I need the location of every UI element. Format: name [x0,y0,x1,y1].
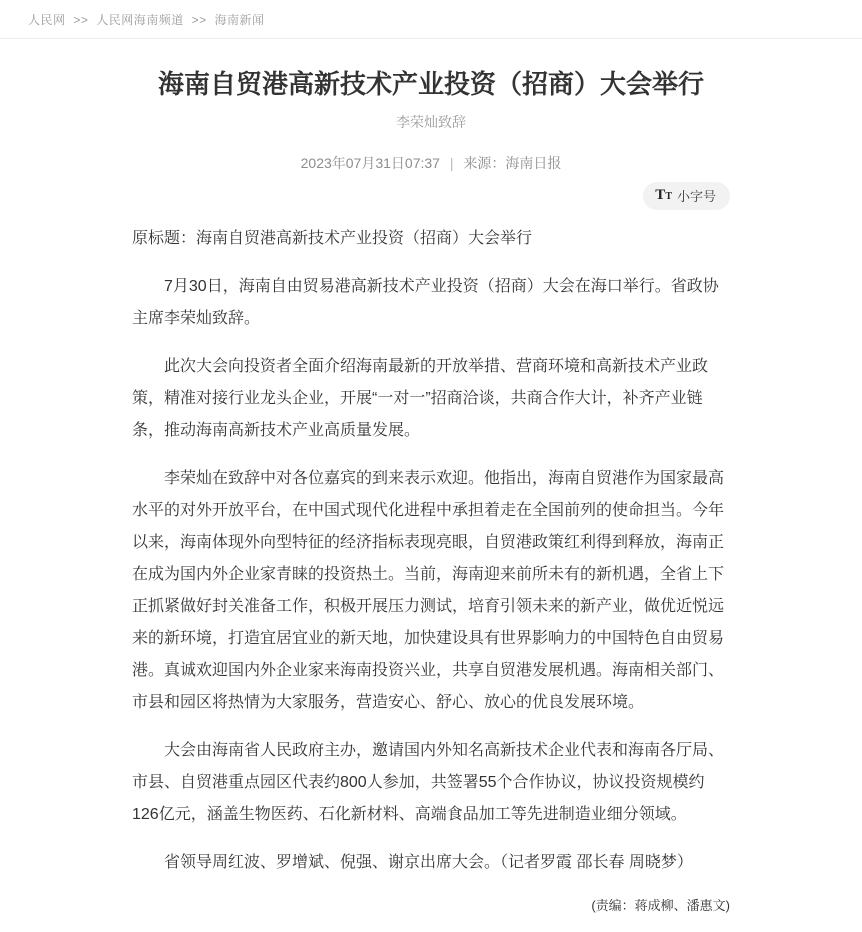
breadcrumb-link-peoples-daily[interactable]: 人民网 [28,13,66,27]
header-divider [0,38,862,39]
original-title: 原标题：海南自贸港高新技术产业投资（招商）大会举行 [132,230,533,247]
meta-separator: | [449,155,454,171]
breadcrumb [0,0,862,28]
article-paragraph: 7月30日，海南自由贸易港高新技术产业投资（招商）大会在海口举行。省政协主席李荣灿致辞。 [132,278,719,327]
page-title: 海南自贸港高新技术产业投资（招商）大会举行 [157,69,704,99]
article-body [132,223,730,879]
font-size-icon: T T [655,187,672,203]
font-size-button[interactable] [643,182,730,210]
article-paragraph: 省领导周红波、罗增斌、倪强、谢京出席大会。（记者罗霞 邵长春 周晓梦） [164,854,693,871]
breadcrumb-separator: >> [73,13,89,27]
article-meta [132,153,730,173]
font-size-button-label: 小字号 [676,189,716,204]
article-subtitle: 李荣灿致辞 [396,114,466,130]
publish-date: 2023年07月31日07:37 [300,155,440,171]
editors-note: (责编：蒋成柳、潘惠文) [591,898,730,913]
article-paragraph: 此次大会向投资者全面介绍海南最新的开放举措、营商环境和高新技术产业政策，精准对接行业龙头企业，开展“一对一”招商洽谈，共商合作大计，补齐产业链条，推动海南高新技术产业高质量发展。 [132,358,709,439]
source-label: 来源： [463,155,506,171]
breadcrumb-link-hainan-channel[interactable]: 人民网海南频道 [96,13,184,27]
article [132,67,730,932]
breadcrumb-separator: >> [191,13,207,27]
source-name: 海南日报 [505,155,562,171]
article-paragraph: 大会由海南省人民政府主办，邀请国内外知名高新技术企业代表和海南各厅局、市县、自贸港重点园区代表约800人参加，共签署55个合作协议，协议投资规模约126亿元，涵盖生物医药、石化新材料、高端食品加工等先进制造业细分领域。 [132,742,725,823]
article-toolbar [132,182,730,210]
article-paragraph: 李荣灿在致辞中对各位嘉宾的到来表示欢迎。他指出，海南自贸港作为国家最高水平的对外开放平台，在中国式现代化进程中承担着走在全国前列的使命担当。今年以来，海南体现外向型特征的经济指标表现亮眼，自贸港政策红利得到释放，海南正在成为国内外企业家青睐的投资热土。当前，海南迎来前所未有的新机遇，全省上下正抓紧做好封关准备工作，积极开展压力测试，培育引领未来的新产业，做优近悦远来的新环境，打造宜居宜业的新天地，加快建设具有世界影响力的中国特色自由贸易港。真诚欢迎国内外企业家来海南投资兴业，共享自贸港发展机遇。海南相关部门、市县和园区将热情为大家服务，营造安心、舒心、放心的优良发展环境。 [132,470,725,711]
page-header [0,0,862,39]
breadcrumb-link-hainan-news[interactable]: 海南新闻 [214,13,265,27]
